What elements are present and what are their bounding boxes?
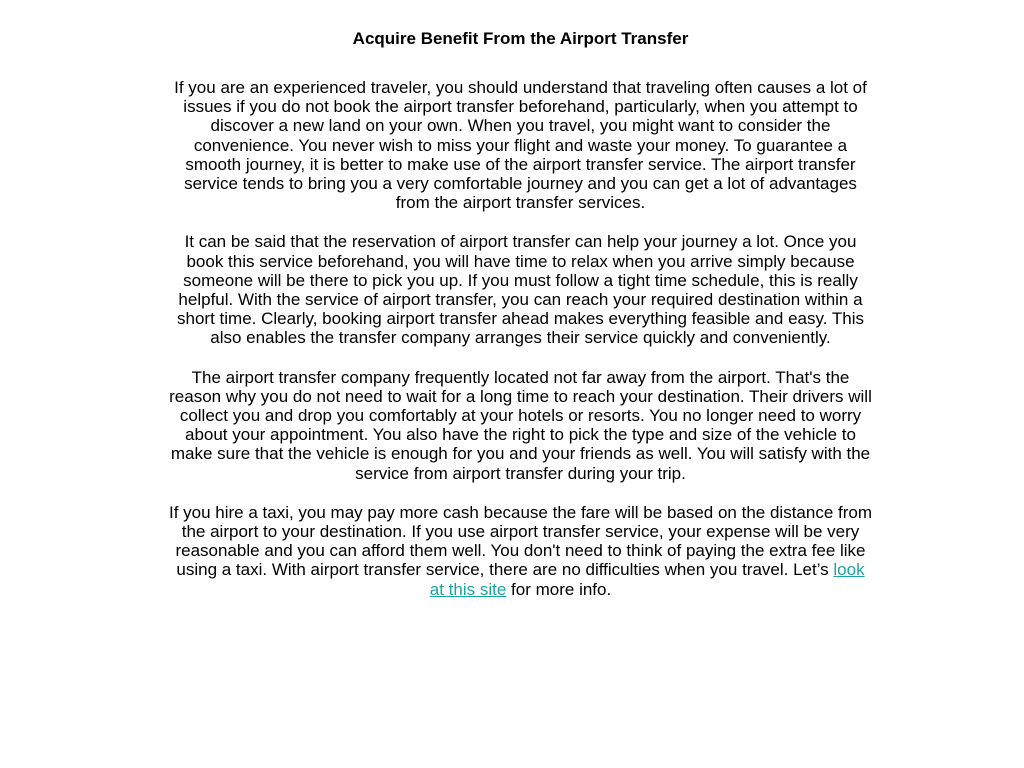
paragraph-1: If you are an experienced traveler, you should understand that traveling often causes a lot of issues if you do not book the airport transfer beforehand, particularly, when you attempt to discover a new land on your own. When you travel, you might want to consider the convenience. You never wish to miss your flight and waste your money. To guarantee a smooth journey, it is better to make use of the airport transfer service. The airport transfer service tends to bring you a very comfortable journey and you can get a lot of advantages from the airport transfer services. (174, 78, 867, 213)
article-body (167, 78, 874, 619)
look-at-this-site-link[interactable]: look at this site (429, 560, 865, 599)
paragraph-4-text-after-link: for more info. (506, 579, 612, 599)
paragraph-3: The airport transfer company frequently located not far away from the airport. That's the reason why you do not need to wait for a long time to reach your destination. Their drivers will collect you and drop you comfortably at your hotels or resorts. You no longer need to worry about your appointment. You also have the right to pick the type and size of the vehicle to make sure that the vehicle is enough for you and your friends as well. You will satisfy with the service from airport transfer during your trip. (169, 367, 872, 483)
paragraph-2: It can be said that the reservation of airport transfer can help your journey a lot. Once you book this service beforehand, you will have time to relax when you arrive simply because someone will be there to pick you up. If you must follow a tight time schedule, this is really helpful. With the service of airport transfer, you can reach your required destination within a short time. Clearly, booking airport transfer ahead makes everything feasible and easy. This also enables the transfer company arranges their service quickly and conveniently. (177, 232, 864, 348)
paragraph-4 (167, 503, 874, 599)
paragraph-4-text-before-link: If you hire a taxi, you may pay more cash because the fare will be based on the distance from the airport to your destination. If you use airport transfer service, your expense will be very reasonable and you can afford them well. You don't need to think of paying the extra fee like using a taxi. With airport transfer service, there are no difficulties when you travel. Let’s (168, 502, 873, 580)
article-title: Acquire Benefit From the Airport Transfer (352, 29, 689, 48)
